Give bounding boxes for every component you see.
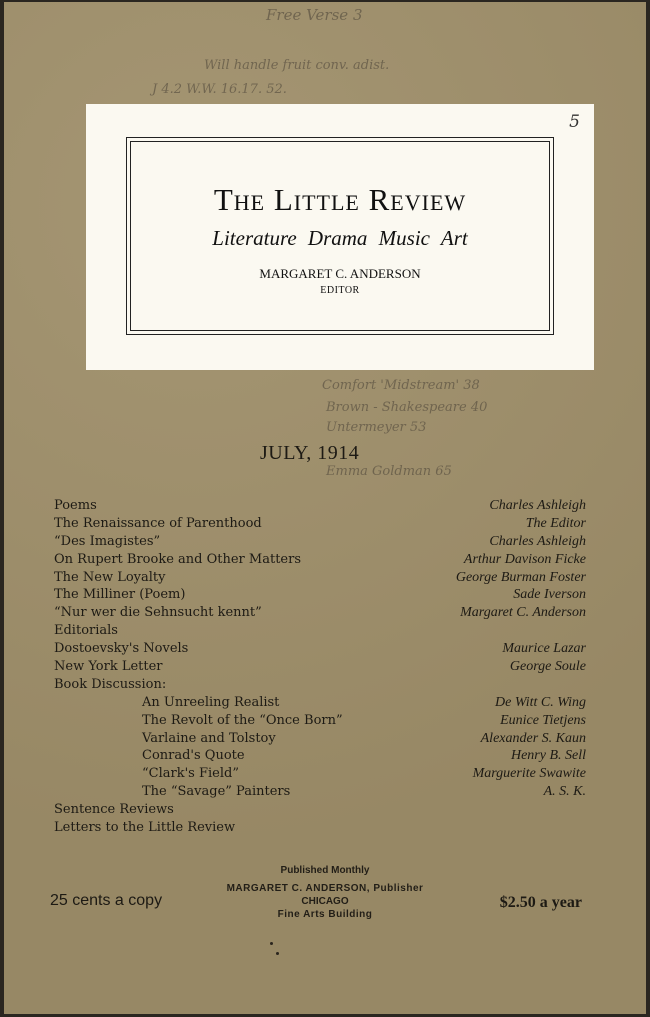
contents-title: “Des Imagistes”: [54, 533, 161, 549]
title-label: [86, 104, 594, 370]
contents-title: The Renaissance of Parenthood: [54, 515, 262, 531]
publisher-building: Fine Arts Building: [277, 909, 373, 920]
contents-row: [54, 748, 594, 766]
contents-row: [54, 516, 594, 534]
magazine-title: The Little Review: [213, 182, 467, 217]
contents-author: George Burman Foster: [455, 569, 586, 585]
handwritten-note-3: Untermeyer 53: [326, 420, 427, 435]
price-per-copy: 25 cents a copy: [50, 892, 163, 909]
magazine-cover: [4, 2, 646, 1014]
contents-author: Margaret C. Anderson: [460, 605, 586, 621]
contents-title: An Unreeling Realist: [142, 694, 280, 710]
contents-title: “Clark's Field”: [142, 766, 239, 782]
handwritten-note-1: Comfort 'Midstream' 38: [322, 378, 480, 393]
handwritten-note-2: Brown - Shakespeare 40: [326, 400, 488, 415]
handwritten-note-second: Will handle fruit conv. adist.: [204, 58, 390, 73]
page-number: 5: [569, 112, 580, 132]
contents-author: Maurice Lazar: [502, 641, 586, 657]
contents-row: [54, 641, 594, 659]
contents-row: [54, 784, 594, 802]
contents-author: Alexander S. Kaun: [480, 730, 586, 746]
contents-author: A. S. K.: [543, 784, 586, 800]
contents-row: [54, 534, 594, 552]
magazine-subtitle: Literature Drama Music Art: [212, 226, 468, 250]
contents-row: [54, 605, 594, 623]
contents-row: [54, 766, 594, 784]
contents-title: Editorials: [54, 623, 118, 639]
contents-author: Arthur Davison Ficke: [463, 551, 586, 567]
publication-frequency: Published Monthly: [280, 865, 370, 876]
contents-title: Book Discussion:: [54, 676, 167, 692]
issue-date: JULY, 1914: [260, 442, 360, 464]
contents-title: On Rupert Brooke and Other Matters: [54, 551, 301, 567]
contents-title: New York Letter: [54, 659, 163, 675]
contents-author: De Witt C. Wing: [495, 694, 586, 710]
contents-row: [54, 713, 594, 731]
contents-author: Sade Iverson: [513, 587, 586, 603]
contents-title: Dostoevsky's Novels: [54, 641, 189, 657]
contents-row: [54, 731, 594, 749]
publisher-city: CHICAGO: [301, 896, 349, 907]
contents-title: Letters to the Little Review: [54, 820, 236, 836]
editor-name: MARGARET C. ANDERSON: [259, 266, 421, 281]
contents-row: [54, 820, 594, 838]
contents-row: [54, 802, 594, 820]
contents-author: George Soule: [509, 659, 586, 675]
editor-role: EDITOR: [320, 285, 360, 296]
ink-speck: [270, 942, 273, 945]
contents-row: [54, 659, 594, 677]
contents-author: Eunice Tietjens: [500, 712, 586, 728]
price-per-year: $2.50 a year: [499, 894, 582, 911]
contents-row: [54, 695, 594, 713]
contents-title: The Milliner (Poem): [54, 587, 186, 603]
handwritten-note-4: Emma Goldman 65: [326, 464, 452, 479]
contents-row: [54, 570, 594, 588]
handwritten-note-top: Free Verse 3: [266, 6, 363, 24]
contents-row: [54, 552, 594, 570]
contents-row: [54, 498, 594, 516]
contents-author: Charles Ashleigh: [489, 533, 586, 549]
contents-row: [54, 677, 594, 695]
contents-title: Poems: [54, 498, 97, 513]
contents-title: “Nur wer die Sehnsucht kennt”: [54, 605, 262, 621]
contents-row: [54, 623, 594, 641]
publisher-line: MARGARET C. ANDERSON, Publisher: [226, 883, 424, 894]
contents-author: Charles Ashleigh: [489, 498, 586, 513]
contents-title: The New Loyalty: [54, 569, 166, 585]
contents-row: [54, 587, 594, 605]
table-of-contents: [54, 498, 594, 838]
contents-title: Sentence Reviews: [54, 802, 174, 818]
title-frame: [130, 141, 550, 331]
handwritten-note-third: J 4.2 W.W. 16.17. 52.: [152, 82, 287, 97]
contents-author: The Editor: [525, 515, 586, 531]
contents-title: Conrad's Quote: [142, 748, 245, 764]
contents-title: The “Savage” Painters: [142, 784, 291, 800]
ink-speck: [276, 952, 279, 955]
contents-title: Varlaine and Tolstoy: [142, 730, 276, 746]
contents-author: Marguerite Swawite: [472, 766, 586, 782]
contents-title: The Revolt of the “Once Born”: [142, 712, 343, 728]
contents-author: Henry B. Sell: [510, 748, 586, 764]
